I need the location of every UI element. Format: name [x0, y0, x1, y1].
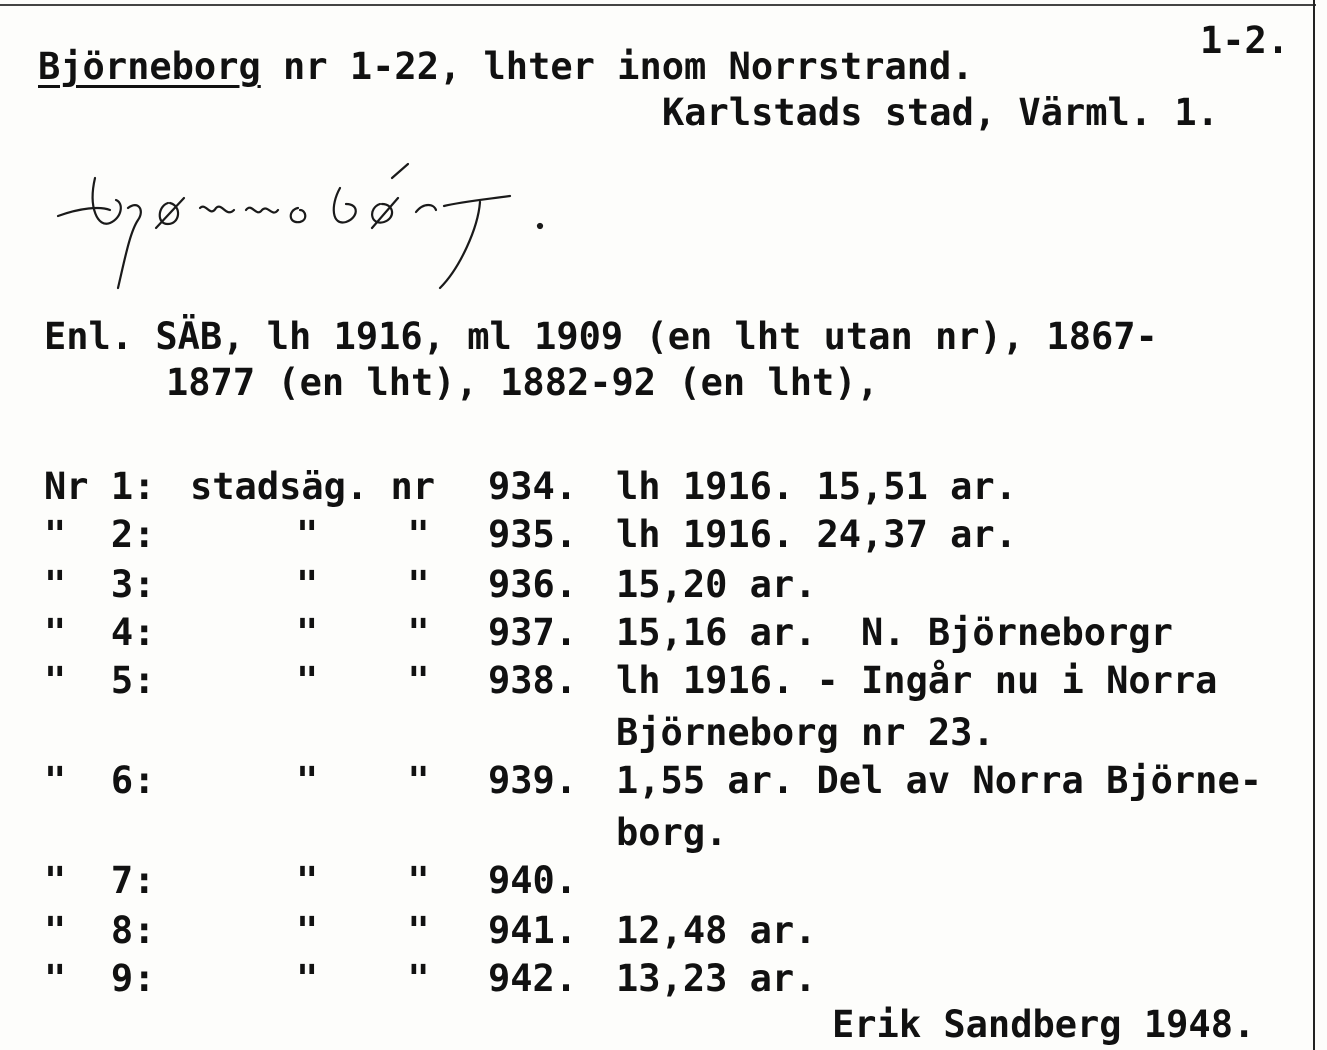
entry-nr: " 9: — [44, 957, 156, 1000]
entry-note: 15,20 ar. — [616, 563, 817, 606]
entry-type: " " — [296, 611, 430, 654]
entry-number: 941. — [488, 909, 578, 952]
source-line-2: 1877 (en lht), 1882-92 (en lht), — [166, 361, 879, 404]
card-title — [38, 46, 974, 88]
handwritten-word-text: bjørnəbórj. — [40, 148, 47, 149]
entry-type: " " — [296, 909, 430, 952]
entry-nr: " 4: — [44, 611, 156, 654]
entry-note-continuation: Björneborg nr 23. — [616, 711, 995, 754]
source-line-1: Enl. SÄB, lh 1916, ml 1909 (en lht utan nr), 1867- — [44, 315, 1158, 358]
entry-nr: " 3: — [44, 563, 156, 606]
entry-type: " " — [296, 759, 430, 802]
entry-type: stadsäg. nr — [190, 465, 436, 508]
entry-note: 13,23 ar. — [616, 957, 817, 1000]
entry-note: 15,16 ar. N. Björneborgr — [616, 611, 1173, 654]
entry-number: 936. — [488, 563, 578, 606]
entry-note-continuation: borg. — [616, 811, 728, 854]
location-line: Karlstads stad, Värml. 1. — [662, 91, 1219, 134]
title-place-name: Björneborg — [38, 45, 261, 88]
entry-type: " " — [296, 859, 430, 902]
entry-nr: Nr 1: — [44, 465, 156, 508]
entry-number: 940. — [488, 859, 578, 902]
entry-number: 937. — [488, 611, 578, 654]
entry-nr: " 7: — [44, 859, 156, 902]
title-rest: nr 1-22, lhter inom Norrstrand. — [260, 45, 974, 88]
entry-number: 939. — [488, 759, 578, 802]
entry-nr: " 2: — [44, 513, 156, 556]
entry-type: " " — [296, 513, 430, 556]
entry-nr: " 8: — [44, 909, 156, 952]
entry-note: 12,48 ar. — [616, 909, 817, 952]
entry-note: 1,55 ar. Del av Norra Björne- — [616, 759, 1263, 802]
entry-note: lh 1916. - Ingår nu i Norra — [616, 659, 1218, 702]
entry-number: 938. — [488, 659, 578, 702]
entry-nr: " 6: — [44, 759, 156, 802]
handwritten-pronunciation — [40, 148, 560, 298]
entry-note: lh 1916. 24,37 ar. — [616, 513, 1017, 556]
entry-type: " " — [296, 659, 430, 702]
entry-note: lh 1916. 15,51 ar. — [616, 465, 1017, 508]
entry-number: 934. — [488, 465, 578, 508]
entry-number: 935. — [488, 513, 578, 556]
card-right-edge — [1313, 0, 1315, 1050]
card-top-edge — [0, 4, 1316, 6]
entry-type: " " — [296, 957, 430, 1000]
card-number: 1-2. — [1200, 19, 1290, 62]
entry-nr: " 5: — [44, 659, 156, 702]
entry-type: " " — [296, 563, 430, 606]
author-signature: Erik Sandberg 1948. — [832, 1003, 1256, 1046]
entry-number: 942. — [488, 957, 578, 1000]
